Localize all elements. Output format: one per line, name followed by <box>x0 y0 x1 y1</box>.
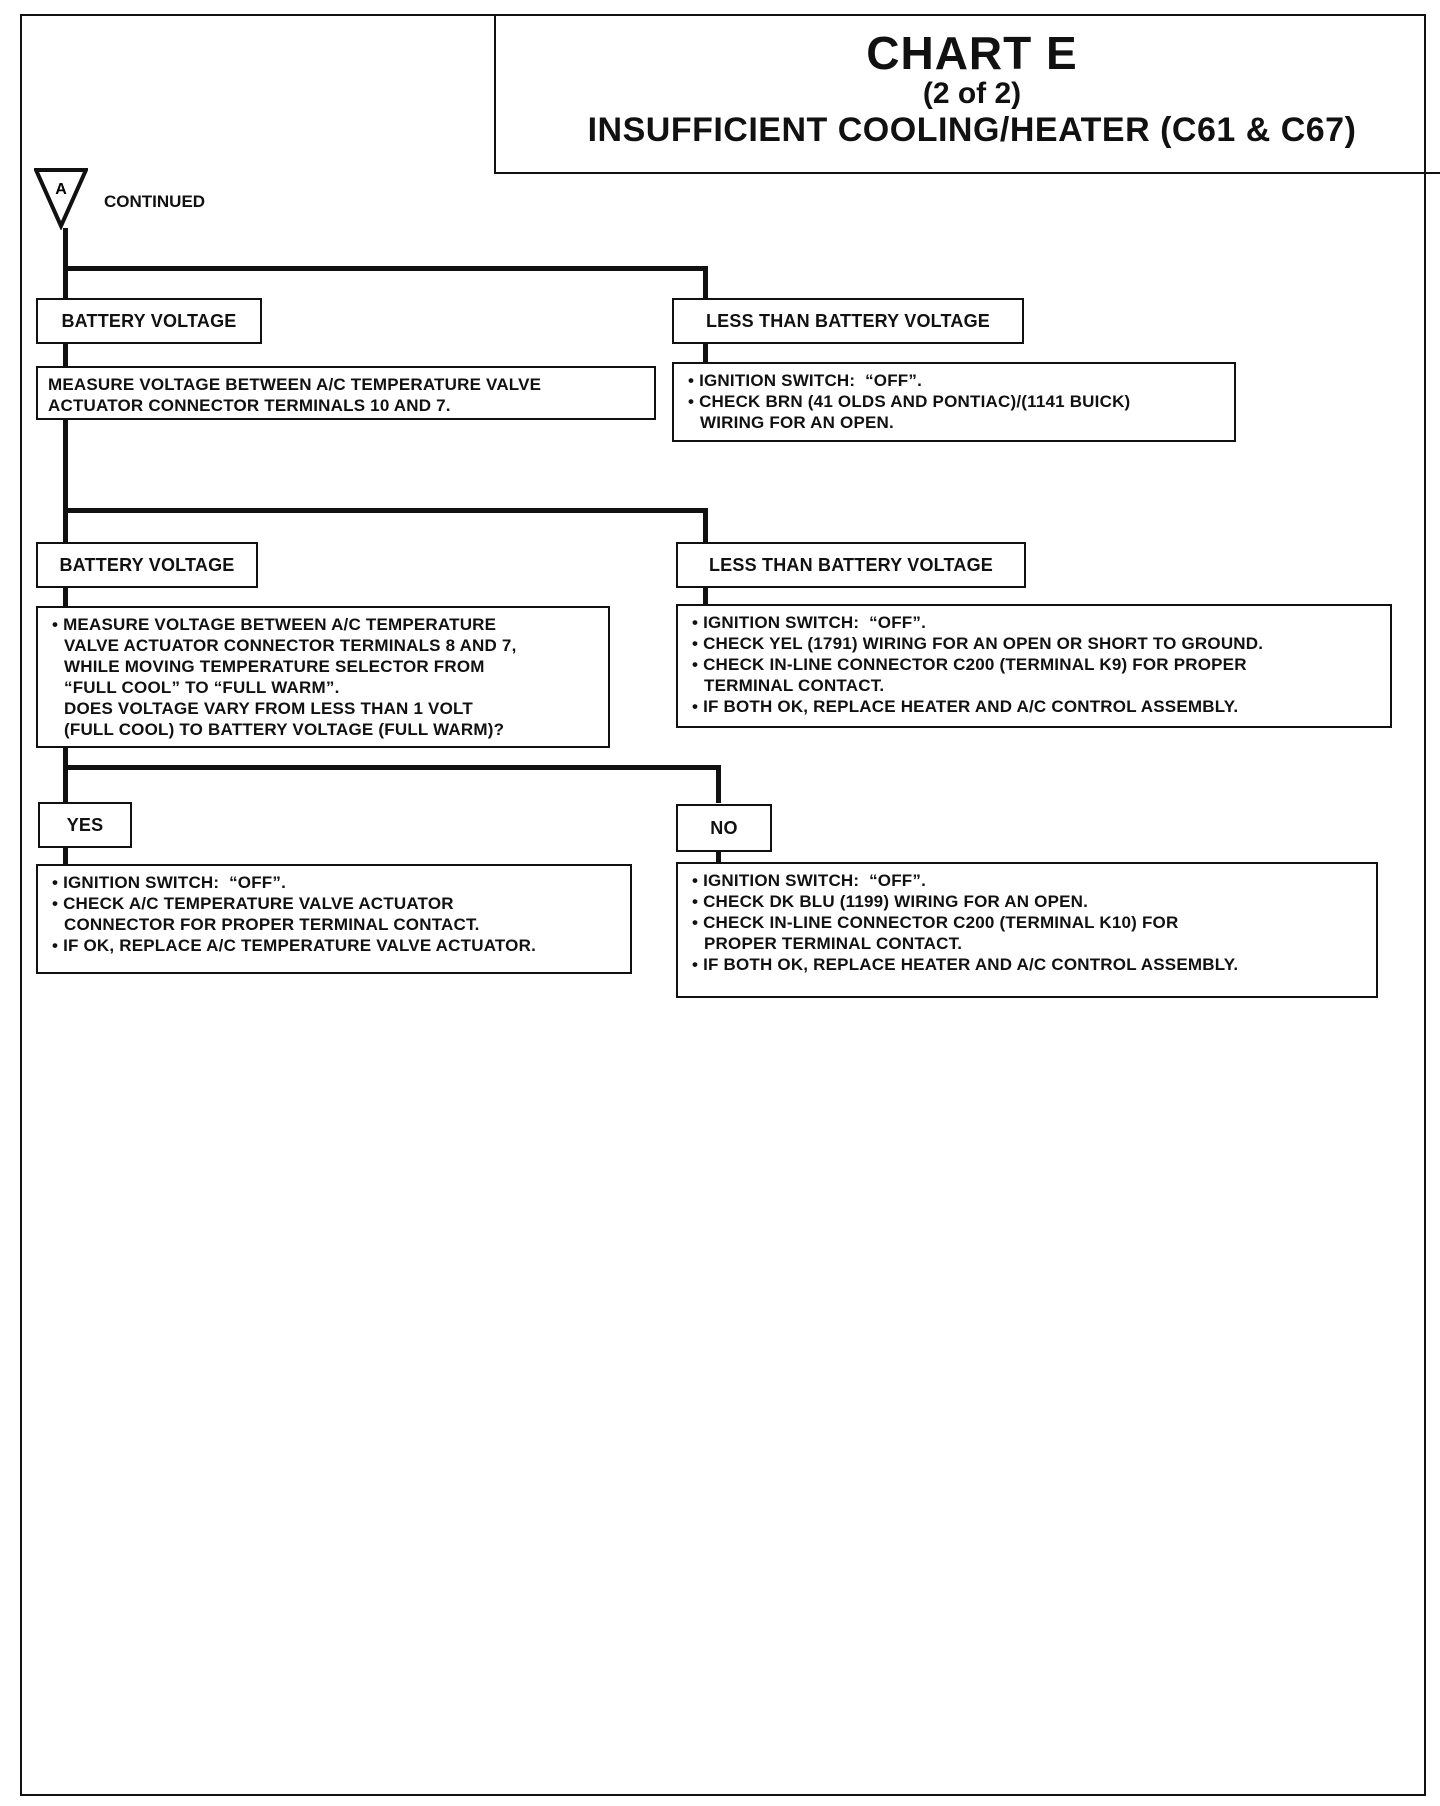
step2-less-than-battery-label: LESS THAN BATTERY VOLTAGE <box>676 542 1026 588</box>
connector <box>63 228 68 298</box>
step2-check-line: • CHECK IN-LINE CONNECTOR C200 (TERMINAL K9) FOR PROPER <box>692 655 1247 674</box>
connector <box>63 765 721 770</box>
step2-measure-line: VALVE ACTUATOR CONNECTOR TERMINALS 8 AND 7, <box>64 636 517 655</box>
step2-measure-line: WHILE MOVING TEMPERATURE SELECTOR FROM <box>64 657 485 676</box>
connector <box>63 266 708 271</box>
yes-action-line: • CHECK A/C TEMPERATURE VALVE ACTUATOR <box>52 894 454 913</box>
no-label: NO <box>676 804 772 852</box>
continued-label: CONTINUED <box>104 192 206 211</box>
step1-battery-voltage-label: BATTERY VOLTAGE <box>36 298 262 344</box>
step2-measure-line: • MEASURE VOLTAGE BETWEEN A/C TEMPERATURE <box>52 615 497 634</box>
yes-action-line: • IF OK, REPLACE A/C TEMPERATURE VALVE ACTUATOR. <box>52 936 537 955</box>
connector <box>716 765 721 803</box>
step2-check-line: • IF BOTH OK, REPLACE HEATER AND A/C CONTROL ASSEMBLY. <box>692 697 1239 716</box>
connector <box>703 508 708 542</box>
connector <box>63 846 68 866</box>
step1-check-box <box>672 362 1236 442</box>
step1-check-line: • CHECK BRN (41 OLDS AND PONTIAC)/(1141 BUICK) <box>688 392 1131 411</box>
step1-measure-line: MEASURE VOLTAGE BETWEEN A/C TEMPERATURE VALVE <box>48 375 542 394</box>
chart-subtitle: (2 of 2) <box>922 77 1022 110</box>
step1-less-than-battery-label: LESS THAN BATTERY VOLTAGE <box>672 298 1024 344</box>
no-action-line: • CHECK DK BLU (1199) WIRING FOR AN OPEN. <box>692 892 1089 911</box>
connector <box>63 344 68 366</box>
yes-label: YES <box>38 802 132 848</box>
step2-check-line: TERMINAL CONTACT. <box>704 676 885 695</box>
yes-action-box <box>36 864 632 974</box>
title-block <box>494 16 1440 174</box>
step2-check-box <box>676 604 1392 728</box>
connector <box>703 266 708 298</box>
step2-check-line: • CHECK YEL (1791) WIRING FOR AN OPEN OR SHORT TO GROUND. <box>692 634 1264 653</box>
step1-measure-box <box>36 366 656 420</box>
yes-action-line: • IGNITION SWITCH: “OFF”. <box>52 873 287 892</box>
step2-check-line: • IGNITION SWITCH: “OFF”. <box>692 613 927 632</box>
chart-description: INSUFFICIENT COOLING/HEATER (C61 & C67) <box>587 111 1357 149</box>
step2-measure-box <box>36 606 610 748</box>
connector <box>63 508 708 513</box>
connector <box>63 420 68 542</box>
yes-action-line: CONNECTOR FOR PROPER TERMINAL CONTACT. <box>64 915 480 934</box>
step2-battery-voltage-label: BATTERY VOLTAGE <box>36 542 258 588</box>
step1-measure-line: ACTUATOR CONNECTOR TERMINALS 10 AND 7. <box>48 396 451 415</box>
step2-question-line: DOES VOLTAGE VARY FROM LESS THAN 1 VOLT <box>64 699 473 718</box>
no-action-line: PROPER TERMINAL CONTACT. <box>704 934 963 953</box>
connector <box>703 344 708 362</box>
marker-letter: A <box>55 181 67 198</box>
no-action-line: • IF BOTH OK, REPLACE HEATER AND A/C CONTROL ASSEMBLY. <box>692 955 1239 974</box>
chart-title: CHART E <box>866 27 1078 79</box>
continued-marker-icon <box>34 168 88 230</box>
connector <box>63 746 68 802</box>
no-action-box <box>676 862 1378 998</box>
step1-check-line: • IGNITION SWITCH: “OFF”. <box>688 371 923 390</box>
step2-question-line: (FULL COOL) TO BATTERY VOLTAGE (FULL WARM)? <box>64 720 505 739</box>
step1-check-line: WIRING FOR AN OPEN. <box>700 413 894 432</box>
no-action-line: • IGNITION SWITCH: “OFF”. <box>692 871 927 890</box>
step2-measure-line: “FULL COOL” TO “FULL WARM”. <box>64 678 340 697</box>
no-action-line: • CHECK IN-LINE CONNECTOR C200 (TERMINAL K10) FOR <box>692 913 1179 932</box>
connector <box>63 588 68 608</box>
